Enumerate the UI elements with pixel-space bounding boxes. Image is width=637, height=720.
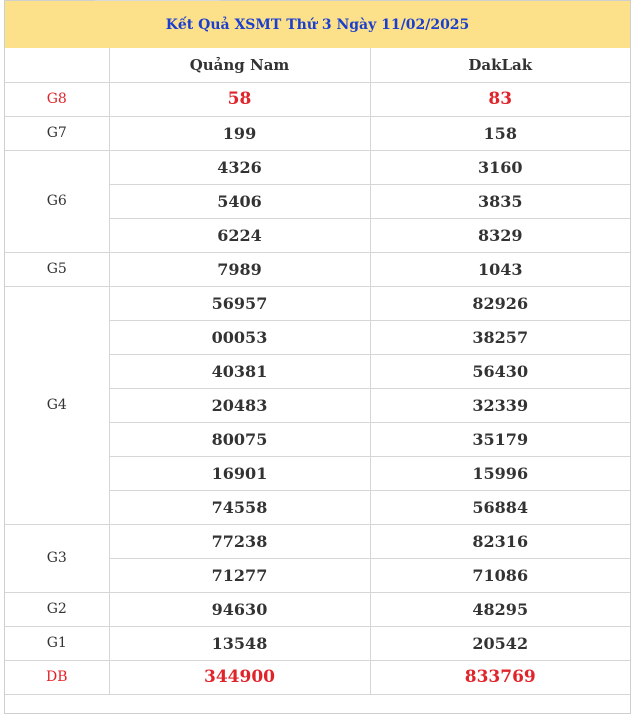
prize-label-g2: G2 bbox=[5, 592, 109, 626]
result-number: 00053 bbox=[109, 320, 370, 354]
result-number: 20542 bbox=[370, 626, 630, 660]
jackpot-number: 344900 bbox=[109, 660, 370, 694]
prize-label-db: DB bbox=[5, 660, 109, 694]
prize-row-g1 bbox=[5, 626, 630, 660]
result-number: 13548 bbox=[109, 626, 370, 660]
result-number: 74558 bbox=[109, 490, 370, 524]
prize-label-g3: G3 bbox=[5, 524, 109, 592]
result-number: 94630 bbox=[109, 592, 370, 626]
result-number: 5406 bbox=[109, 184, 370, 218]
result-number: 82316 bbox=[370, 524, 630, 558]
jackpot-number: 833769 bbox=[370, 660, 630, 694]
result-number: 56957 bbox=[109, 286, 370, 320]
result-number: 71086 bbox=[370, 558, 630, 592]
prize-row-g7 bbox=[5, 116, 630, 150]
prize-row-g4 bbox=[5, 286, 630, 320]
result-number: 4326 bbox=[109, 150, 370, 184]
result-number: 38257 bbox=[370, 320, 630, 354]
prize-label-g7: G7 bbox=[5, 116, 109, 150]
result-number: 35179 bbox=[370, 422, 630, 456]
prize-row-g5 bbox=[5, 252, 630, 286]
prize-row-g3 bbox=[5, 524, 630, 558]
result-number: 77238 bbox=[109, 524, 370, 558]
prize-label-g6: G6 bbox=[5, 150, 109, 252]
province-header-daklak: DakLak bbox=[370, 48, 630, 82]
prize-row-g2 bbox=[5, 592, 630, 626]
result-number: 83 bbox=[370, 82, 630, 116]
result-number: 3835 bbox=[370, 184, 630, 218]
prize-label-g8: G8 bbox=[5, 82, 109, 116]
prize-label-g4: G4 bbox=[5, 286, 109, 524]
result-number: 71277 bbox=[109, 558, 370, 592]
result-number: 80075 bbox=[109, 422, 370, 456]
result-number: 1043 bbox=[370, 252, 630, 286]
header-row bbox=[5, 48, 630, 82]
result-number: 199 bbox=[109, 116, 370, 150]
result-number: 20483 bbox=[109, 388, 370, 422]
result-number: 8329 bbox=[370, 218, 630, 252]
header-prize-cell bbox=[5, 48, 109, 82]
prize-row-g6 bbox=[5, 150, 630, 184]
result-number: 40381 bbox=[109, 354, 370, 388]
result-number: 3160 bbox=[370, 150, 630, 184]
result-number: 32339 bbox=[370, 388, 630, 422]
result-number: 58 bbox=[109, 82, 370, 116]
prize-row-db bbox=[5, 660, 630, 694]
result-number: 56884 bbox=[370, 490, 630, 524]
prize-label-g5: G5 bbox=[5, 252, 109, 286]
results-title: Kết Quả XSMT Thứ 3 Ngày 11/02/2025 bbox=[5, 1, 630, 48]
prize-label-g1: G1 bbox=[5, 626, 109, 660]
results-table bbox=[5, 48, 630, 695]
result-number: 15996 bbox=[370, 456, 630, 490]
prize-row-g8 bbox=[5, 82, 630, 116]
result-number: 6224 bbox=[109, 218, 370, 252]
province-header-quang-nam: Quảng Nam bbox=[109, 48, 370, 82]
results-panel bbox=[4, 0, 631, 714]
result-number: 48295 bbox=[370, 592, 630, 626]
result-number: 16901 bbox=[109, 456, 370, 490]
result-number: 7989 bbox=[109, 252, 370, 286]
result-number: 158 bbox=[370, 116, 630, 150]
result-number: 56430 bbox=[370, 354, 630, 388]
result-number: 82926 bbox=[370, 286, 630, 320]
